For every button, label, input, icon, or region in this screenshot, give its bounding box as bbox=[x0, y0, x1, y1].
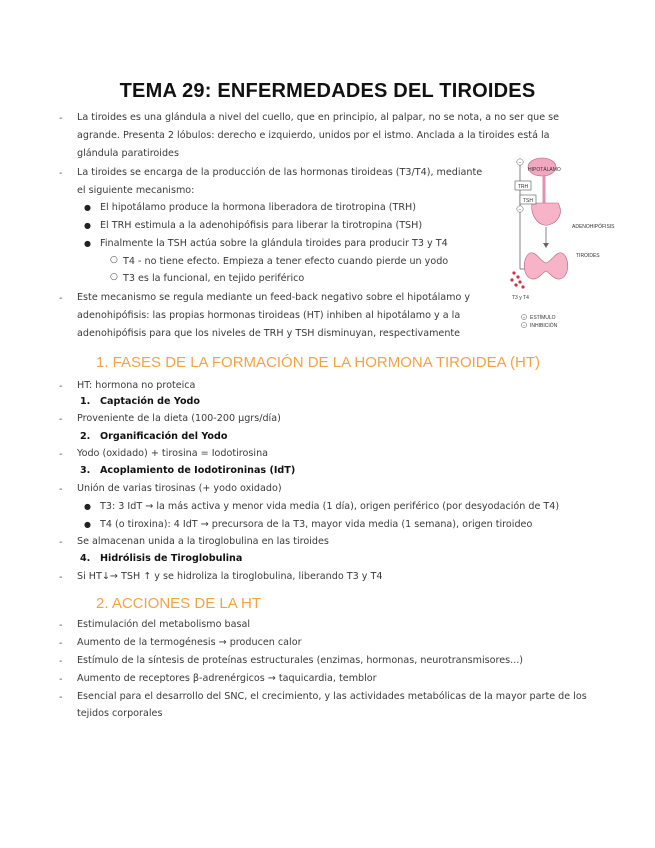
dash-marker: - bbox=[59, 674, 63, 685]
mechanism-bullet: El TRH estimula a la adenohipófisis para liberar la tirotropina (TSH) bbox=[100, 220, 423, 231]
action-item: tejidos corporales bbox=[77, 708, 163, 719]
step-title: Organificación del Yodo bbox=[100, 431, 228, 442]
intro-line: La tiroides se encarga de la producción de las hormonas tiroideas (T3/T4), mediante bbox=[77, 167, 483, 178]
intro-line: Este mecanismo se regula mediante un feed-back negativo sobre el hipotálamo y bbox=[77, 292, 471, 303]
intro-line: glándula paratiroides bbox=[77, 148, 179, 159]
section-line: Proveniente de la dieta (100-200 µgrs/día) bbox=[77, 413, 281, 424]
dash-marker: - bbox=[59, 572, 63, 583]
section-line: HT: hormona no proteica bbox=[77, 380, 196, 391]
dash-marker: - bbox=[59, 293, 63, 304]
dash-marker: - bbox=[59, 449, 63, 460]
dash-marker: - bbox=[59, 414, 63, 425]
dash-marker: - bbox=[59, 484, 63, 495]
section-line: Yodo (oxidado) + tirosina = Iodotirosina bbox=[77, 448, 269, 459]
step-number: 3. bbox=[80, 465, 91, 476]
intro-line: La tiroides es una glándula a nivel del cuello, que en principio, al palpar, no se nota, a no ser que se bbox=[77, 112, 560, 123]
dash-marker: - bbox=[59, 537, 63, 548]
thyroid-shape bbox=[524, 253, 568, 279]
mechanism-bullet: El hipotálamo produce la hormona liberadora de tirotropina (TRH) bbox=[100, 202, 416, 213]
hormone-subbullet: T3 es la funcional, en tejido periférico bbox=[123, 273, 305, 284]
bullet-marker: ● bbox=[84, 520, 91, 529]
bullet-marker: ● bbox=[84, 502, 91, 511]
step-number: 4. bbox=[80, 553, 91, 564]
action-item: Estímulo de la síntesis de proteínas estructurales (enzimas, hormonas, neurotransmisores...) bbox=[77, 655, 524, 666]
action-item: Esencial para el desarrollo del SNC, el crecimiento, y las actividades metabólicas de la mayor parte de los bbox=[77, 691, 587, 702]
hormone-subbullet: T4 - no tiene efecto. Empieza a tener efecto cuando pierde un yodo bbox=[123, 256, 449, 267]
intro-line: adenohipófisis para que los niveles de TRH y TSH disminuyan, respectivamente bbox=[77, 328, 461, 339]
section-line: Se almacenan unida a la tiroglobulina en las tiroides bbox=[77, 536, 329, 547]
intro-line: agrande. Presenta 2 lóbulos: derecho e izquierdo, unidos por el istmo. Anclada a la tiroides está la bbox=[77, 130, 550, 141]
dash-marker: - bbox=[59, 656, 63, 667]
dash-marker: - bbox=[59, 692, 63, 703]
dash-marker: - bbox=[59, 620, 63, 631]
action-item: Aumento de receptores β-adrenérgicos → taquicardia, temblor bbox=[77, 673, 377, 684]
thyroid-label: TIROIDES bbox=[576, 253, 600, 259]
t3t4-label: T3 y T4 bbox=[512, 295, 529, 301]
circle-marker: ○ bbox=[110, 255, 118, 265]
section-line: Unión de varias tirosinas (+ yodo oxidado) bbox=[77, 483, 282, 494]
intro-line: el siguiente mecanismo: bbox=[77, 185, 195, 196]
arrow-head bbox=[543, 243, 549, 248]
step-title: Captación de Yodo bbox=[100, 396, 201, 407]
iodotironine-bullet: T3: 3 IdT → la más activa y menor vida media (1 día), origen periférico (por desyodación de T4) bbox=[100, 501, 560, 512]
tsh-label: TSH bbox=[523, 198, 533, 204]
plus-sign: + bbox=[522, 315, 526, 320]
hypothalamus-label: HIPOTÁLAMO bbox=[528, 167, 561, 173]
page-title: TEMA 29: ENFERMEDADES DEL TIROIDES bbox=[119, 80, 536, 102]
section-line: Si HT↓→ TSH ↑ y se hidroliza la tiroglobulina, liberando T3 y T4 bbox=[77, 571, 383, 582]
step-number: 1. bbox=[80, 396, 91, 407]
section-heading-fases: 1. FASES DE LA FORMACIÓN DE LA HORMONA TIROIDEA (HT) bbox=[96, 354, 540, 371]
legend-inhibition-label: INHIBICIÓN bbox=[530, 323, 558, 329]
pituitary-shape bbox=[532, 203, 561, 225]
bullet-marker: ● bbox=[84, 203, 91, 212]
hormone-dots bbox=[510, 271, 524, 288]
bullet-marker: ● bbox=[84, 239, 91, 248]
minus-sign: − bbox=[522, 323, 526, 328]
step-number: 2. bbox=[80, 431, 91, 442]
trh-label: TRH bbox=[517, 184, 529, 190]
bullet-marker: ● bbox=[84, 221, 91, 230]
intro-line: adenohipófisis: las propias hormonas tiroideas (HT) inhiben al hipotálamo y a la bbox=[77, 310, 461, 321]
section-heading-acciones: 2. ACCIONES DE LA HT bbox=[96, 595, 262, 612]
action-item: Aumento de la termogénesis → producen calor bbox=[77, 637, 302, 648]
dash-marker: - bbox=[59, 381, 63, 392]
adenohypophysis-label: ADENOHIPÓFISIS bbox=[572, 224, 615, 230]
dash-marker: - bbox=[59, 168, 63, 179]
iodotironine-bullet: T4 (o tiroxina): 4 IdT → precursora de la T3, mayor vida media (1 semana), origen tiroideo bbox=[100, 519, 533, 530]
dash-marker: - bbox=[59, 638, 63, 649]
step-title: Acoplamiento de Iodotironinas (IdT) bbox=[100, 465, 296, 476]
legend-stimulus-label: ESTÍMULO bbox=[530, 315, 556, 321]
circle-marker: ○ bbox=[110, 272, 118, 282]
action-item: Estimulación del metabolismo basal bbox=[77, 619, 251, 630]
dash-marker: - bbox=[59, 113, 63, 124]
thyroid-axis-diagram bbox=[506, 153, 620, 341]
minus-sign: − bbox=[518, 207, 522, 213]
step-title: Hidrólisis de Tiroglobulina bbox=[100, 553, 243, 564]
minus-sign: − bbox=[518, 160, 522, 166]
mechanism-bullet: Finalmente la TSH actúa sobre la glándula tiroides para producir T3 y T4 bbox=[100, 238, 448, 249]
